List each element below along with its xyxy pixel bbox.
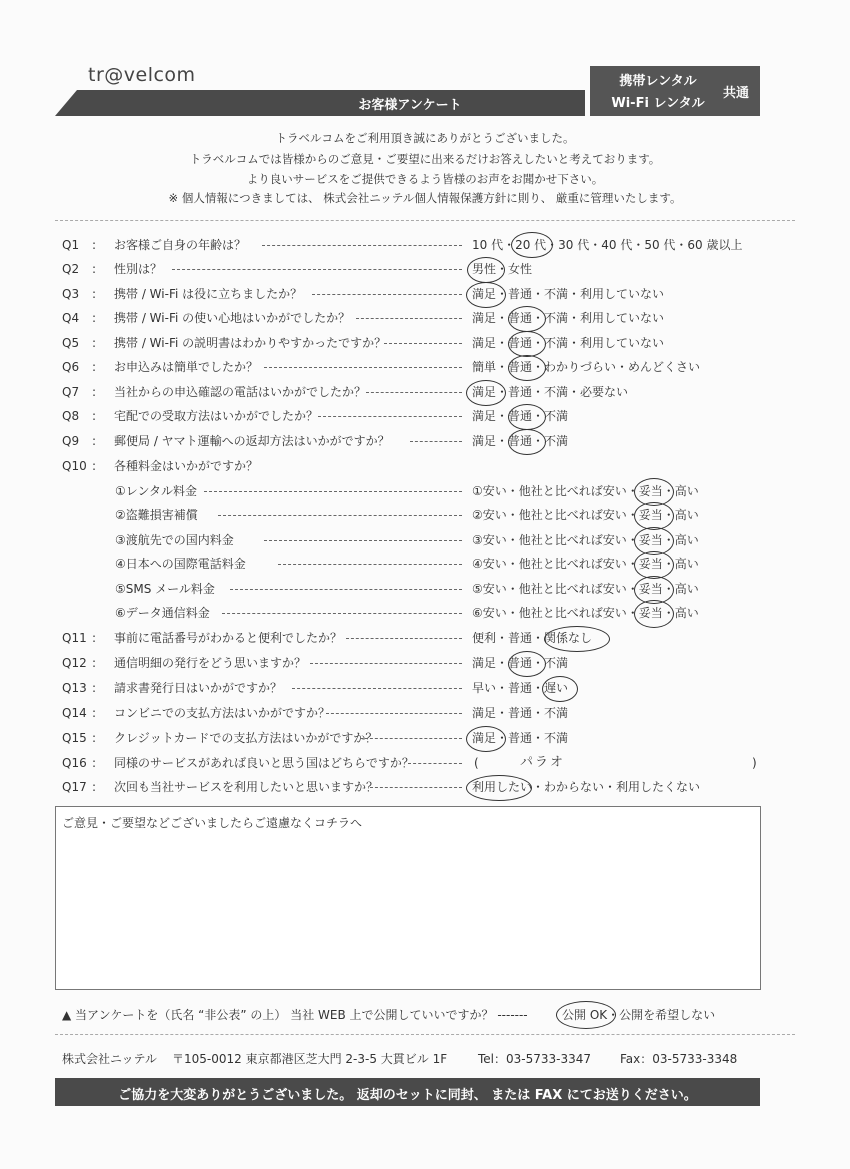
q13-answers[interactable]: 早い・普通・遅い xyxy=(472,681,569,695)
q9-text: 郵便局 / ヤマト運輸への返却方法はいかがですか？ xyxy=(114,434,390,448)
selection-circle xyxy=(634,600,674,628)
leader-line xyxy=(264,540,462,541)
colon: : xyxy=(92,238,97,252)
leader-line xyxy=(366,392,462,393)
q16-number: Q16 xyxy=(62,756,87,770)
q3-text: 携帯 / Wi-Fi は役に立ちましたか？ xyxy=(114,287,303,301)
q6-text: お申込みは簡単でしたか？ xyxy=(114,360,259,374)
colon: : xyxy=(92,731,97,745)
q10-intl-answers[interactable]: ④安い・他社と比べれば安い・妥当・高い xyxy=(472,557,699,571)
company-fax: Fax：03-5733-3348 xyxy=(620,1052,738,1066)
leader-line xyxy=(262,245,462,246)
intro-line-1: トラベルコムをご利用頂き誠にありがとうございました。 xyxy=(275,131,575,145)
q16-paren-close: ) xyxy=(752,756,757,770)
q9-number: Q9 xyxy=(62,434,80,448)
q8-text: 宅配での受取方法はいかがでしたか？ xyxy=(114,409,319,423)
q16-handwritten-answer[interactable]: パラオ xyxy=(520,755,566,770)
q2-number: Q2 xyxy=(62,262,80,276)
q3-answers[interactable]: 満足・普通・不満・利用していない xyxy=(472,287,665,301)
selection-circle xyxy=(508,331,546,357)
q13-number: Q13 xyxy=(62,681,87,695)
q12-number: Q12 xyxy=(62,656,87,670)
colon: : xyxy=(92,409,97,423)
publish-question: ▲ 当アンケートを（氏名 “非公表” の上） 当社 WEB 上で公開していいですか？ ------- xyxy=(62,1008,528,1022)
colon: : xyxy=(92,681,97,695)
q13-text: 請求書発行日はいかがですか？ xyxy=(114,681,283,695)
q12-answers[interactable]: 満足・普通・不満 xyxy=(472,656,569,670)
colon: : xyxy=(92,780,97,794)
q1-number: Q1 xyxy=(62,238,80,252)
leader-line xyxy=(326,713,462,714)
colon: : xyxy=(92,459,97,473)
selection-circle xyxy=(634,551,674,579)
q6-number: Q6 xyxy=(62,360,80,374)
q16-text: 同様のサービスがあれば良いと思う国はどちらですか？ xyxy=(114,756,414,770)
brand-logo: tr@velcom xyxy=(88,64,196,86)
q10-item-theft: ②盗難損害補償 xyxy=(115,508,198,522)
leader-line xyxy=(278,564,462,565)
q1-answers[interactable]: 10 代・20 代・30 代・40 代・50 代・60 歳以上 xyxy=(472,238,743,252)
q17-answers[interactable]: 利用したい・わからない・利用したくない xyxy=(472,780,701,794)
leader-line xyxy=(410,441,462,442)
service-wifi-label: Wi-Fi レンタル xyxy=(611,96,705,111)
divider xyxy=(55,1034,795,1035)
q15-text: クレジットカードでの支払方法はいかがですか？ xyxy=(114,731,378,745)
selection-circle xyxy=(508,355,546,381)
company-tel: Tel：03-5733-3347 xyxy=(478,1052,592,1066)
q10-sms-answers[interactable]: ⑤安い・他社と比べれば安い・妥当・高い xyxy=(472,582,699,596)
q5-number: Q5 xyxy=(62,336,80,350)
publish-answers[interactable]: 公開 OK・公開を希望しない xyxy=(562,1008,716,1022)
selection-circle xyxy=(542,676,578,702)
selection-circle xyxy=(508,651,546,677)
leader-line xyxy=(222,613,462,614)
q15-number: Q15 xyxy=(62,731,87,745)
q14-answers[interactable]: 満足・普通・不満 xyxy=(472,706,569,720)
colon: : xyxy=(92,360,97,374)
selection-circle xyxy=(466,380,506,406)
q10-number: Q10 xyxy=(62,459,87,473)
colon: : xyxy=(92,656,97,670)
service-mobile-label: 携帯レンタル xyxy=(619,74,697,89)
leader-line xyxy=(292,688,462,689)
leader-line xyxy=(384,343,462,344)
company-name: 株式会社ニッテル xyxy=(62,1052,157,1066)
colon: : xyxy=(92,262,97,276)
q7-text: 当社からの申込確認の電話はいかがでしたか？ xyxy=(114,385,367,399)
leader-line xyxy=(218,515,462,516)
q4-answers[interactable]: 満足・普通・不満・利用していない xyxy=(472,311,665,325)
leader-line xyxy=(356,318,462,319)
q16-paren-open: ( xyxy=(474,756,479,770)
q11-number: Q11 xyxy=(62,631,87,645)
selection-circle xyxy=(466,726,506,752)
q17-text: 次回も当社サービスを利用したいと思いますか？ xyxy=(114,780,379,794)
leader-line xyxy=(172,269,462,270)
q2-text: 性別は？ xyxy=(114,262,163,276)
leader-line xyxy=(370,787,462,788)
q10-item-intl: ④日本への国際電話料金 xyxy=(115,557,246,571)
leader-line xyxy=(230,589,462,590)
header-banner xyxy=(55,90,585,116)
selection-circle xyxy=(508,306,546,332)
comment-textarea[interactable] xyxy=(55,806,761,990)
q7-answers[interactable]: 満足・普通・不満・必要ない xyxy=(472,385,629,399)
q8-number: Q8 xyxy=(62,409,80,423)
leader-line xyxy=(264,367,462,368)
colon: : xyxy=(92,631,97,645)
q10-theft-answers[interactable]: ②安い・他社と比べれば安い・妥当・高い xyxy=(472,508,699,522)
q9-answers[interactable]: 満足・普通・不満 xyxy=(472,434,569,448)
q10-domestic-answers[interactable]: ③安い・他社と比べれば安い・妥当・高い xyxy=(472,533,699,547)
q5-text: 携帯 / Wi-Fi の説明書はわかりやすかったですか？ xyxy=(114,336,387,350)
leader-line xyxy=(346,638,462,639)
q10-rental-answers[interactable]: ①安い・他社と比べれば安い・妥当・高い xyxy=(472,484,699,498)
colon: : xyxy=(92,287,97,301)
q15-answers[interactable]: 満足・普通・不満 xyxy=(472,731,569,745)
q10-item-domestic: ③渡航先での国内料金 xyxy=(115,533,234,547)
survey-title: お客様アンケート xyxy=(358,98,462,113)
q17-number: Q17 xyxy=(62,780,87,794)
q4-text: 携帯 / Wi-Fi の使い心地はいかがでしたか？ xyxy=(114,311,351,325)
q10-text: 各種料金はいかがですか？ xyxy=(114,459,259,473)
colon: : xyxy=(92,336,97,350)
selection-circle xyxy=(634,502,674,530)
q1-text: お客様ご自身の年齢は？ xyxy=(114,238,247,252)
leader-line xyxy=(408,763,462,764)
q10-item-sms: ⑤SMS メール料金 xyxy=(115,582,215,596)
q3-number: Q3 xyxy=(62,287,80,301)
q12-text: 通信明細の発行をどう思いますか？ xyxy=(114,656,307,670)
selection-circle xyxy=(544,626,610,652)
service-common-label: 共通 xyxy=(722,86,749,101)
q8-answers[interactable]: 満足・普通・不満 xyxy=(472,409,569,423)
leader-line xyxy=(360,738,462,739)
leader-line xyxy=(204,491,462,492)
selection-circle xyxy=(508,429,546,455)
q11-text: 事前に電話番号がわかると便利でしたか？ xyxy=(114,631,343,645)
leader-line xyxy=(312,294,462,295)
colon: : xyxy=(92,706,97,720)
intro-line-3: より良いサービスをご提供できるよう皆様のお声をお聞かせ下さい。 xyxy=(246,172,604,186)
leader-line xyxy=(310,663,462,664)
q10-item-data: ⑥データ通信料金 xyxy=(115,606,210,620)
q7-number: Q7 xyxy=(62,385,80,399)
q11-answers[interactable]: 便利・普通・関係なし xyxy=(472,631,593,645)
q14-text: コンビニでの支払方法はいかがですか？ xyxy=(114,706,331,720)
company-address: 〒105-0012 東京都港区芝大門 2-3-5 大貫ビル 1F xyxy=(172,1052,448,1066)
intro-line-2: トラベルコムでは皆様からのご意見・ご要望に出来るだけお答えしたいと考えております。 xyxy=(189,152,661,166)
q10-data-answers[interactable]: ⑥安い・他社と比べれば安い・妥当・高い xyxy=(472,606,699,620)
q10-item-rental: ①レンタル料金 xyxy=(115,484,197,498)
selection-circle xyxy=(467,257,505,283)
selection-circle xyxy=(466,282,506,308)
selection-circle xyxy=(511,232,553,258)
colon: : xyxy=(92,385,97,399)
selection-circle xyxy=(508,404,546,430)
q6-answers[interactable]: 簡単・普通・わかりづらい・めんどくさい xyxy=(472,360,701,374)
q14-number: Q14 xyxy=(62,706,87,720)
selection-circle xyxy=(466,775,532,801)
q4-number: Q4 xyxy=(62,311,80,325)
colon: : xyxy=(92,311,97,325)
q2-answers[interactable]: 男性・女性 xyxy=(472,262,533,276)
colon: : xyxy=(92,756,97,770)
q5-answers[interactable]: 満足・普通・不満・利用していない xyxy=(472,336,665,350)
privacy-notice: ※ 個人情報につきましては、 株式会社ニッテル個人情報保護方針に則り、 厳重に管理いたします。 xyxy=(168,191,682,205)
comment-label: ご意見・ご要望などございましたらご遠慮なくコチラへ xyxy=(62,816,363,830)
footer-thanks: ご協力を大変ありがとうございました。 返却のセットに同封、 または FAX にてお送りください。 xyxy=(118,1088,697,1103)
leader-line xyxy=(318,416,462,417)
divider xyxy=(55,220,795,221)
colon: : xyxy=(92,434,97,448)
